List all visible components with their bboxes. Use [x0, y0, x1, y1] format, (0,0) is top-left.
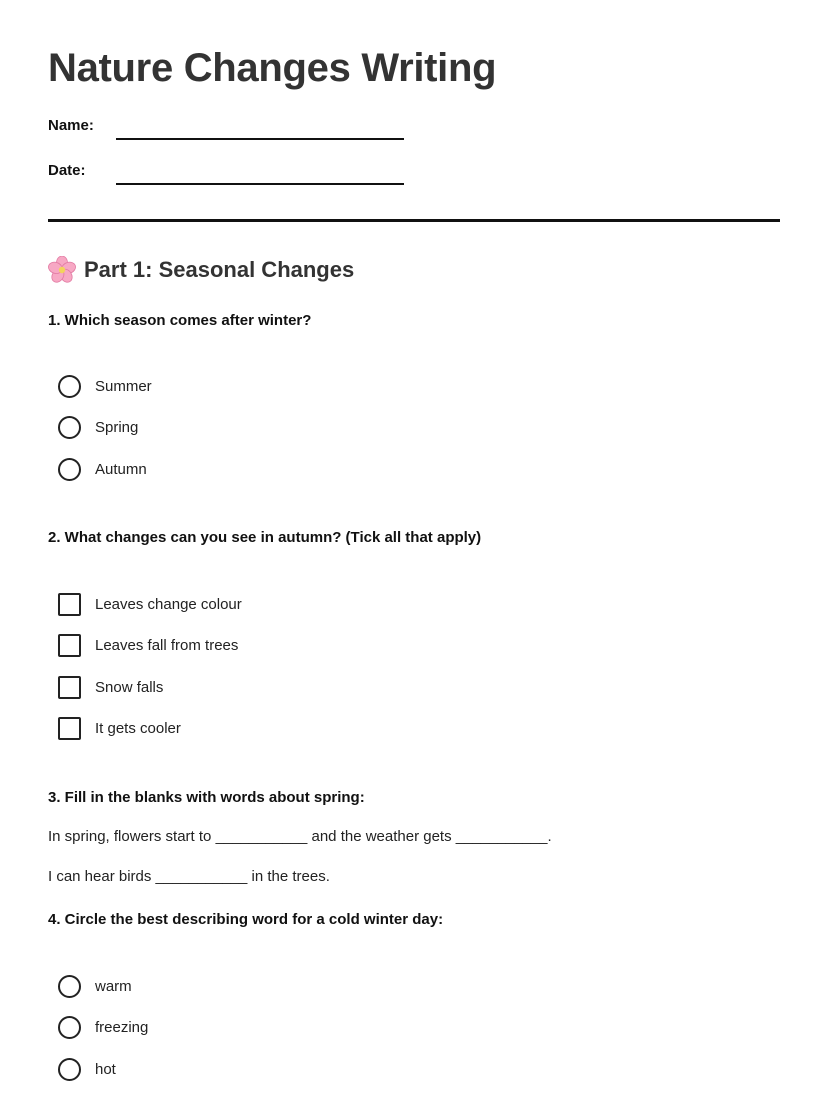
fill-in-sentence-2[interactable]: I can hear birds ___________ in the trees. — [48, 868, 330, 885]
part-1-title: Part 1: Seasonal Changes — [84, 257, 355, 282]
question-4: 4. Circle the best describing word for a cold winter day: — [48, 911, 444, 928]
q2-option-leaves-fall[interactable] — [58, 633, 238, 657]
section-title-part-1 — [48, 256, 354, 284]
q4-option-hot[interactable] — [58, 1057, 116, 1081]
q4-option-freezing[interactable] — [58, 1015, 148, 1039]
checkbox[interactable] — [58, 634, 81, 657]
name-field — [48, 117, 448, 141]
radio-button[interactable] — [58, 416, 81, 439]
question-1: 1. Which season comes after winter? — [48, 312, 312, 329]
radio-button[interactable] — [58, 1016, 81, 1039]
radio-button[interactable] — [58, 1058, 81, 1081]
q1-option-summer[interactable] — [58, 374, 152, 398]
cherry-blossom-icon — [48, 256, 76, 284]
option-label: freezing — [95, 1018, 149, 1036]
option-label: Snow falls — [95, 678, 164, 696]
date-field — [48, 162, 448, 186]
radio-button[interactable] — [58, 458, 81, 481]
radio-button[interactable] — [58, 375, 81, 398]
option-label: warm — [95, 977, 132, 995]
page-title: Nature Changes Writing — [48, 46, 497, 90]
q1-option-autumn[interactable] — [58, 457, 147, 481]
name-label: Name: — [48, 117, 94, 134]
checkbox[interactable] — [58, 676, 81, 699]
q4-option-warm[interactable] — [58, 974, 132, 998]
option-label: Spring — [95, 418, 139, 436]
radio-button[interactable] — [58, 975, 81, 998]
question-3: 3. Fill in the blanks with words about spring: — [48, 789, 365, 806]
option-label: It gets cooler — [95, 719, 181, 737]
option-label: Autumn — [95, 460, 147, 478]
checkbox[interactable] — [58, 593, 81, 616]
q2-option-leaves-change-colour[interactable] — [58, 592, 242, 616]
date-label: Date: — [48, 162, 86, 179]
q2-option-snow-falls[interactable] — [58, 675, 163, 699]
fill-in-sentence-1[interactable]: In spring, flowers start to ___________ and the weather gets ___________. — [48, 828, 552, 845]
name-input-line[interactable] — [116, 138, 404, 140]
header-divider — [48, 219, 780, 222]
q2-option-gets-cooler[interactable] — [58, 716, 181, 740]
q1-option-spring[interactable] — [58, 415, 138, 439]
option-label: Summer — [95, 377, 152, 395]
option-label: hot — [95, 1060, 116, 1078]
option-label: Leaves fall from trees — [95, 636, 239, 654]
checkbox[interactable] — [58, 717, 81, 740]
question-2: 2. What changes can you see in autumn? (Tick all that apply) — [48, 529, 482, 546]
option-label: Leaves change colour — [95, 595, 242, 613]
date-input-line[interactable] — [116, 183, 404, 185]
